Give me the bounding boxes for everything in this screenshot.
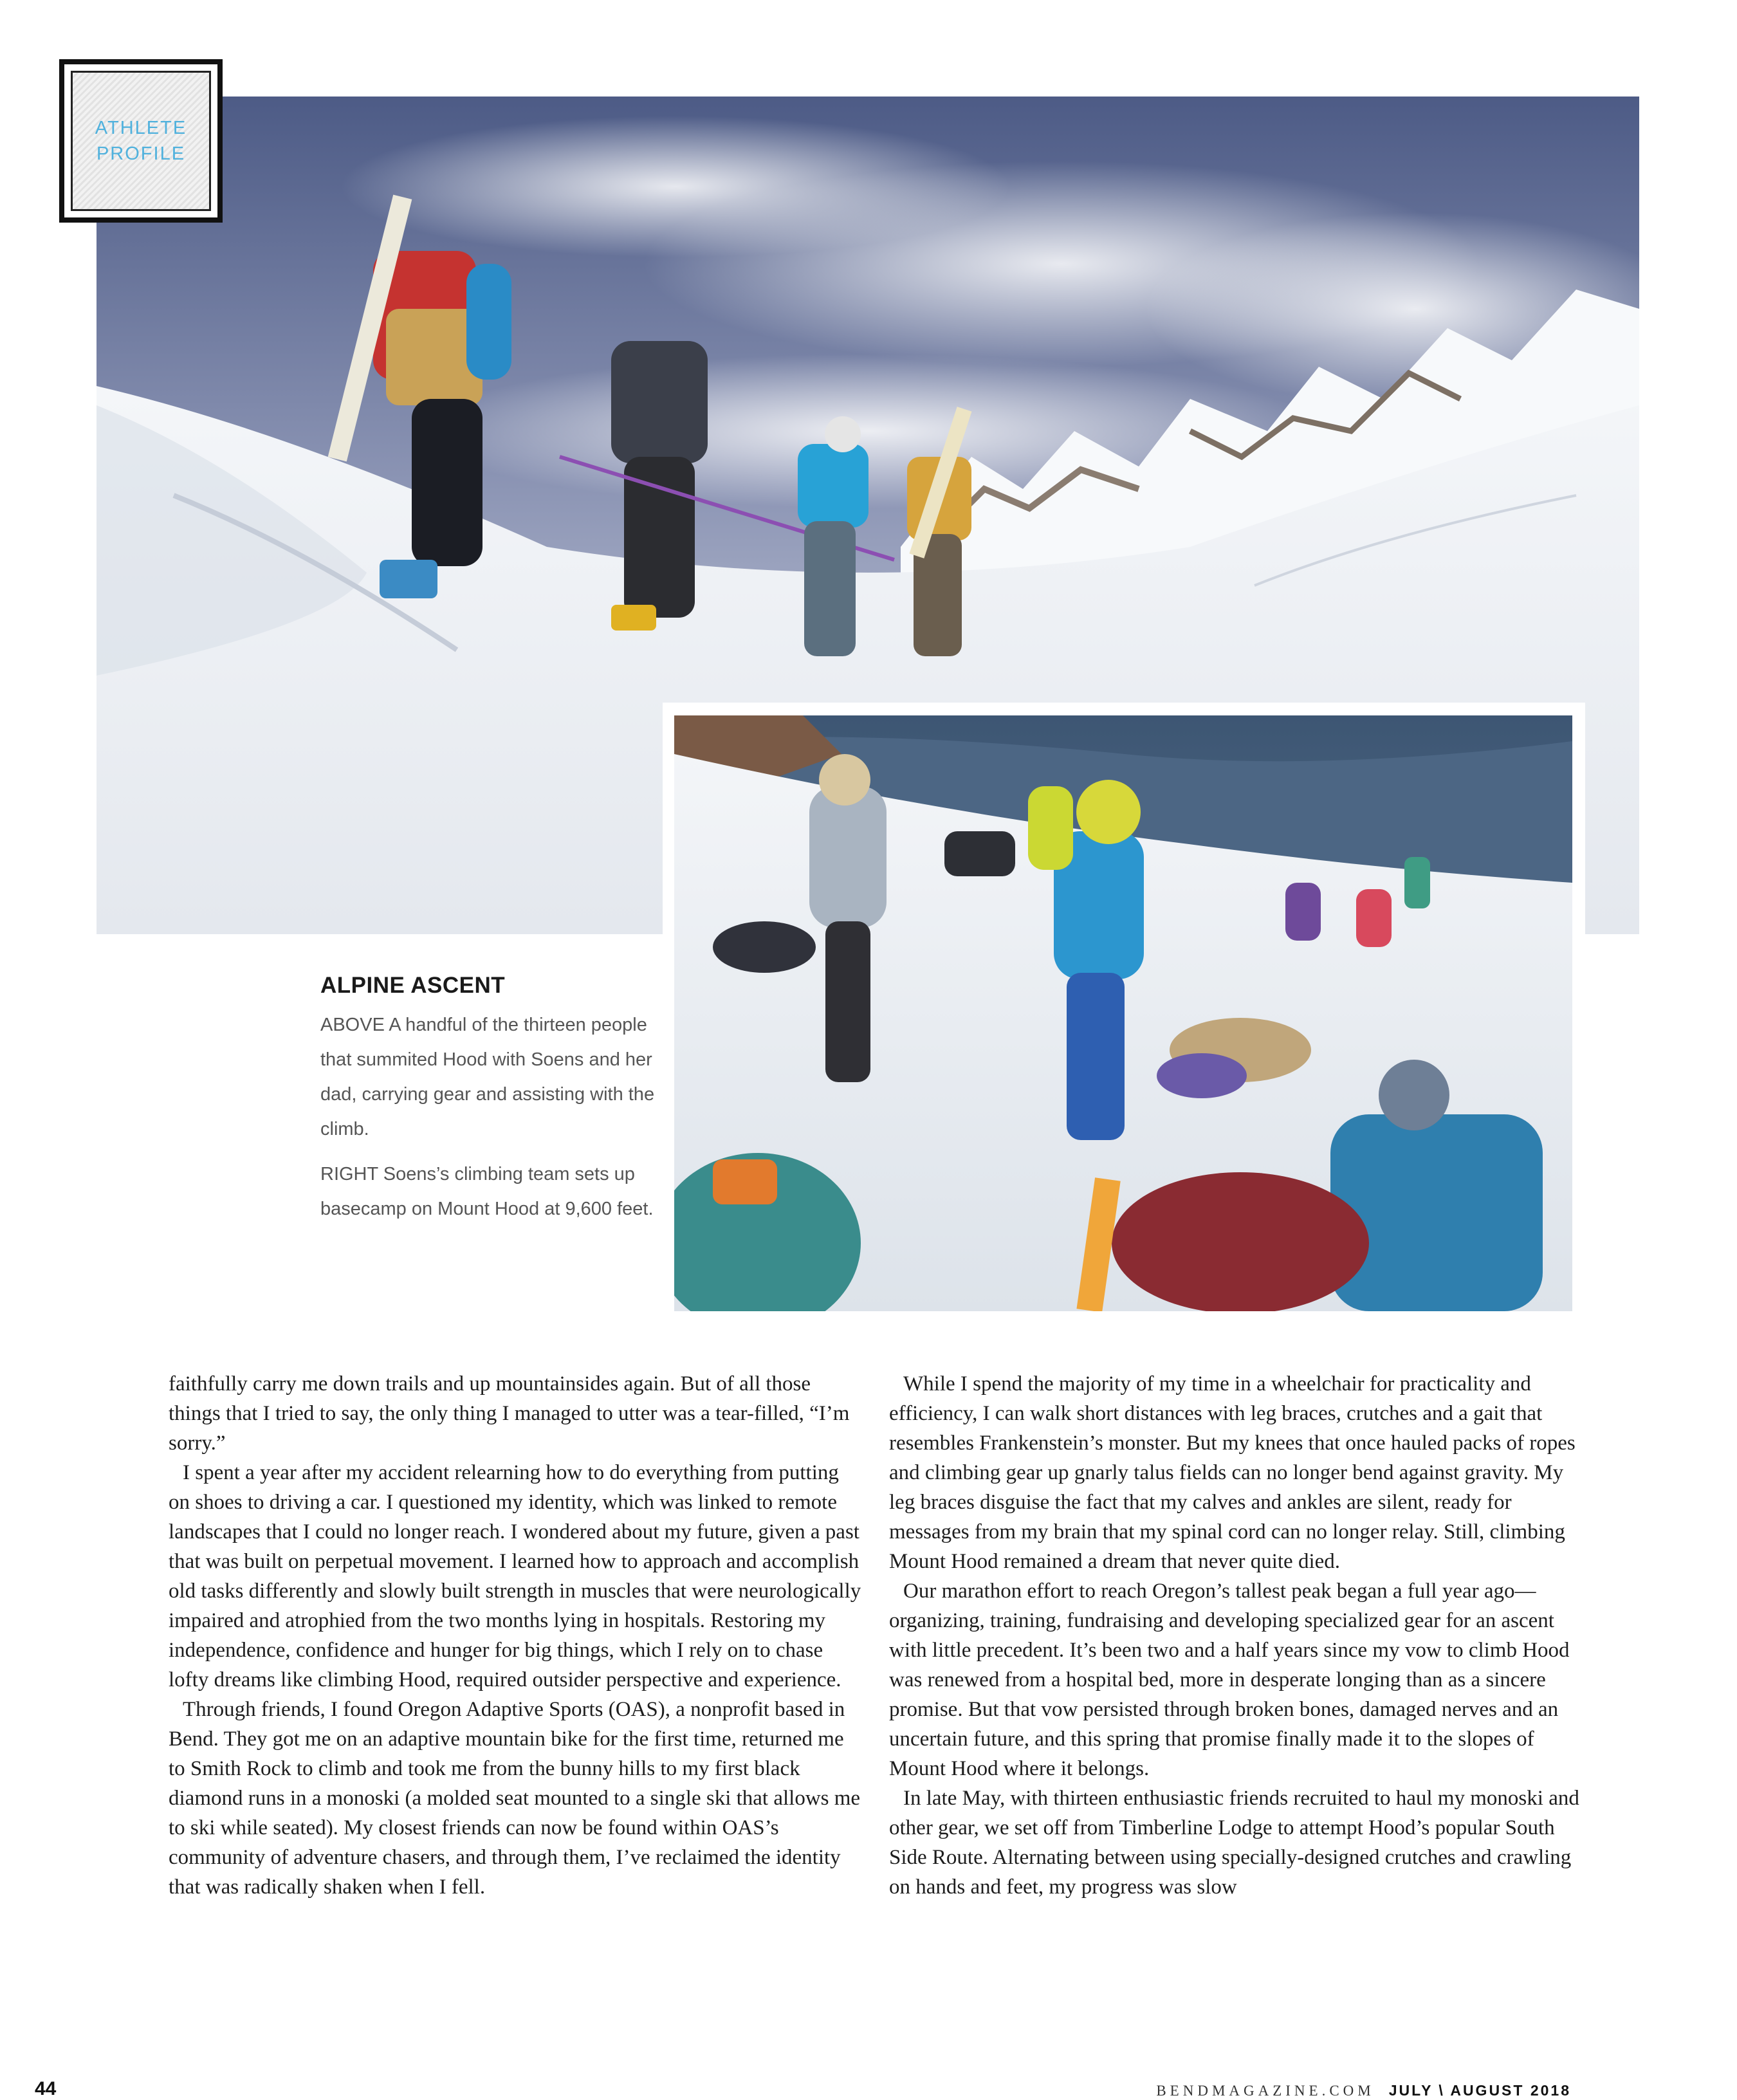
article-column-left (169, 1369, 863, 1902)
footer-issue: JULY \ AUGUST 2018 (1388, 2082, 1571, 2099)
article-paragraph: In late May, with thirteen enthusiastic friends recruited to haul my monoski and other gear, we set off from Timberline Lodge to attempt Hood’s popular South Side Route. Alternating between using specially-designed crutches and crawling on hands and feet, my progress was slow (889, 1787, 1579, 1899)
article-paragraph: I spent a year after my accident relearning how to do everything from putting on shoes to driving a car. I questioned my identity, which was linked to remote landscapes that I could no longer reach. I wondered about my future, given a past that was built on perpetual movement. I learned how to approach and accomplish old tasks differently and slowly built strength in muscles that were neurologically impaired and atrophied from the two months lying in hospitals. Restoring my independence, confidence and hunger for big things, which I rely on to chase lofty dreams like climbing Hood, required outsider perspective and experience. (169, 1461, 861, 1691)
article-paragraph: Through friends, I found Oregon Adaptive Sports (OAS), a nonprofit based in Bend. They got me on an adaptive mountain bike for the first time, returned me to Smith Rock to climb and took me from the bunny hills to my first black diamond runs in a monoski (a molded seat mounted to a single ski that allows me to ski while seated). My closest friends can now be found within OAS’s community of adventure chasers, and through them, I’ve reclaimed the identity that was radically shaken when I fell. (169, 1698, 861, 1899)
inset-photo-illustration (674, 715, 1572, 1311)
footer-site: BENDMAGAZINE.COM (1156, 2083, 1375, 2099)
badge-line-2: PROFILE (96, 143, 186, 164)
page-number: 44 (35, 2078, 57, 2099)
caption-right: RIGHT Soens’s climbing team sets up basecamp on Mount Hood at 9,600 feet. (320, 1164, 654, 1219)
article-paragraph: faithfully carry me down trails and up mountainsides again. But of all those things that I tried to say, the only thing I managed to utter was a tear-filled, “I’m sorry.” (169, 1372, 850, 1455)
athlete-profile-badge (59, 59, 223, 223)
inset-photo-frame (663, 703, 1585, 1318)
inset-photo (674, 715, 1572, 1311)
article-paragraph: While I spend the majority of my time in a wheelchair for practicality and efficiency, I can walk short distances with leg braces, crutches and a gait that resembles Frankenstein’s monster. But my knees that once hauled packs of ropes and climbing gear up gnarly talus fields can no longer bend against gravity. My leg braces disguise the fact that my calves and ankles are silent, ready for messages from my brain that my spinal cord can no longer relay. Still, climbing Mount Hood remained a dream that never quite died. (889, 1372, 1576, 1573)
photo-caption (320, 973, 655, 1237)
caption-above: ABOVE A handful of the thirteen people that summited Hood with Soens and her dad, carrying gear and assisting with the climb. (320, 1015, 655, 1139)
badge-inner (71, 71, 211, 211)
caption-title: ALPINE ASCENT (320, 973, 506, 998)
footer-masthead (1156, 2082, 1571, 2099)
article-column-right (889, 1369, 1584, 1902)
article-paragraph: Our marathon effort to reach Oregon’s tallest peak began a full year ago—organizing, training, fundraising and developing specialized gear for an ascent with little precedent. It’s been two and a half years since my vow to climb Hood was renewed from a hospital bed, more in desperate longing than as a sincere promise. But that vow persisted through broken bones, damaged nerves and an uncertain future, and this spring that promise finally made it to the slopes of Mount Hood where it belongs. (889, 1580, 1570, 1780)
badge-line-1: ATHLETE (95, 118, 187, 138)
